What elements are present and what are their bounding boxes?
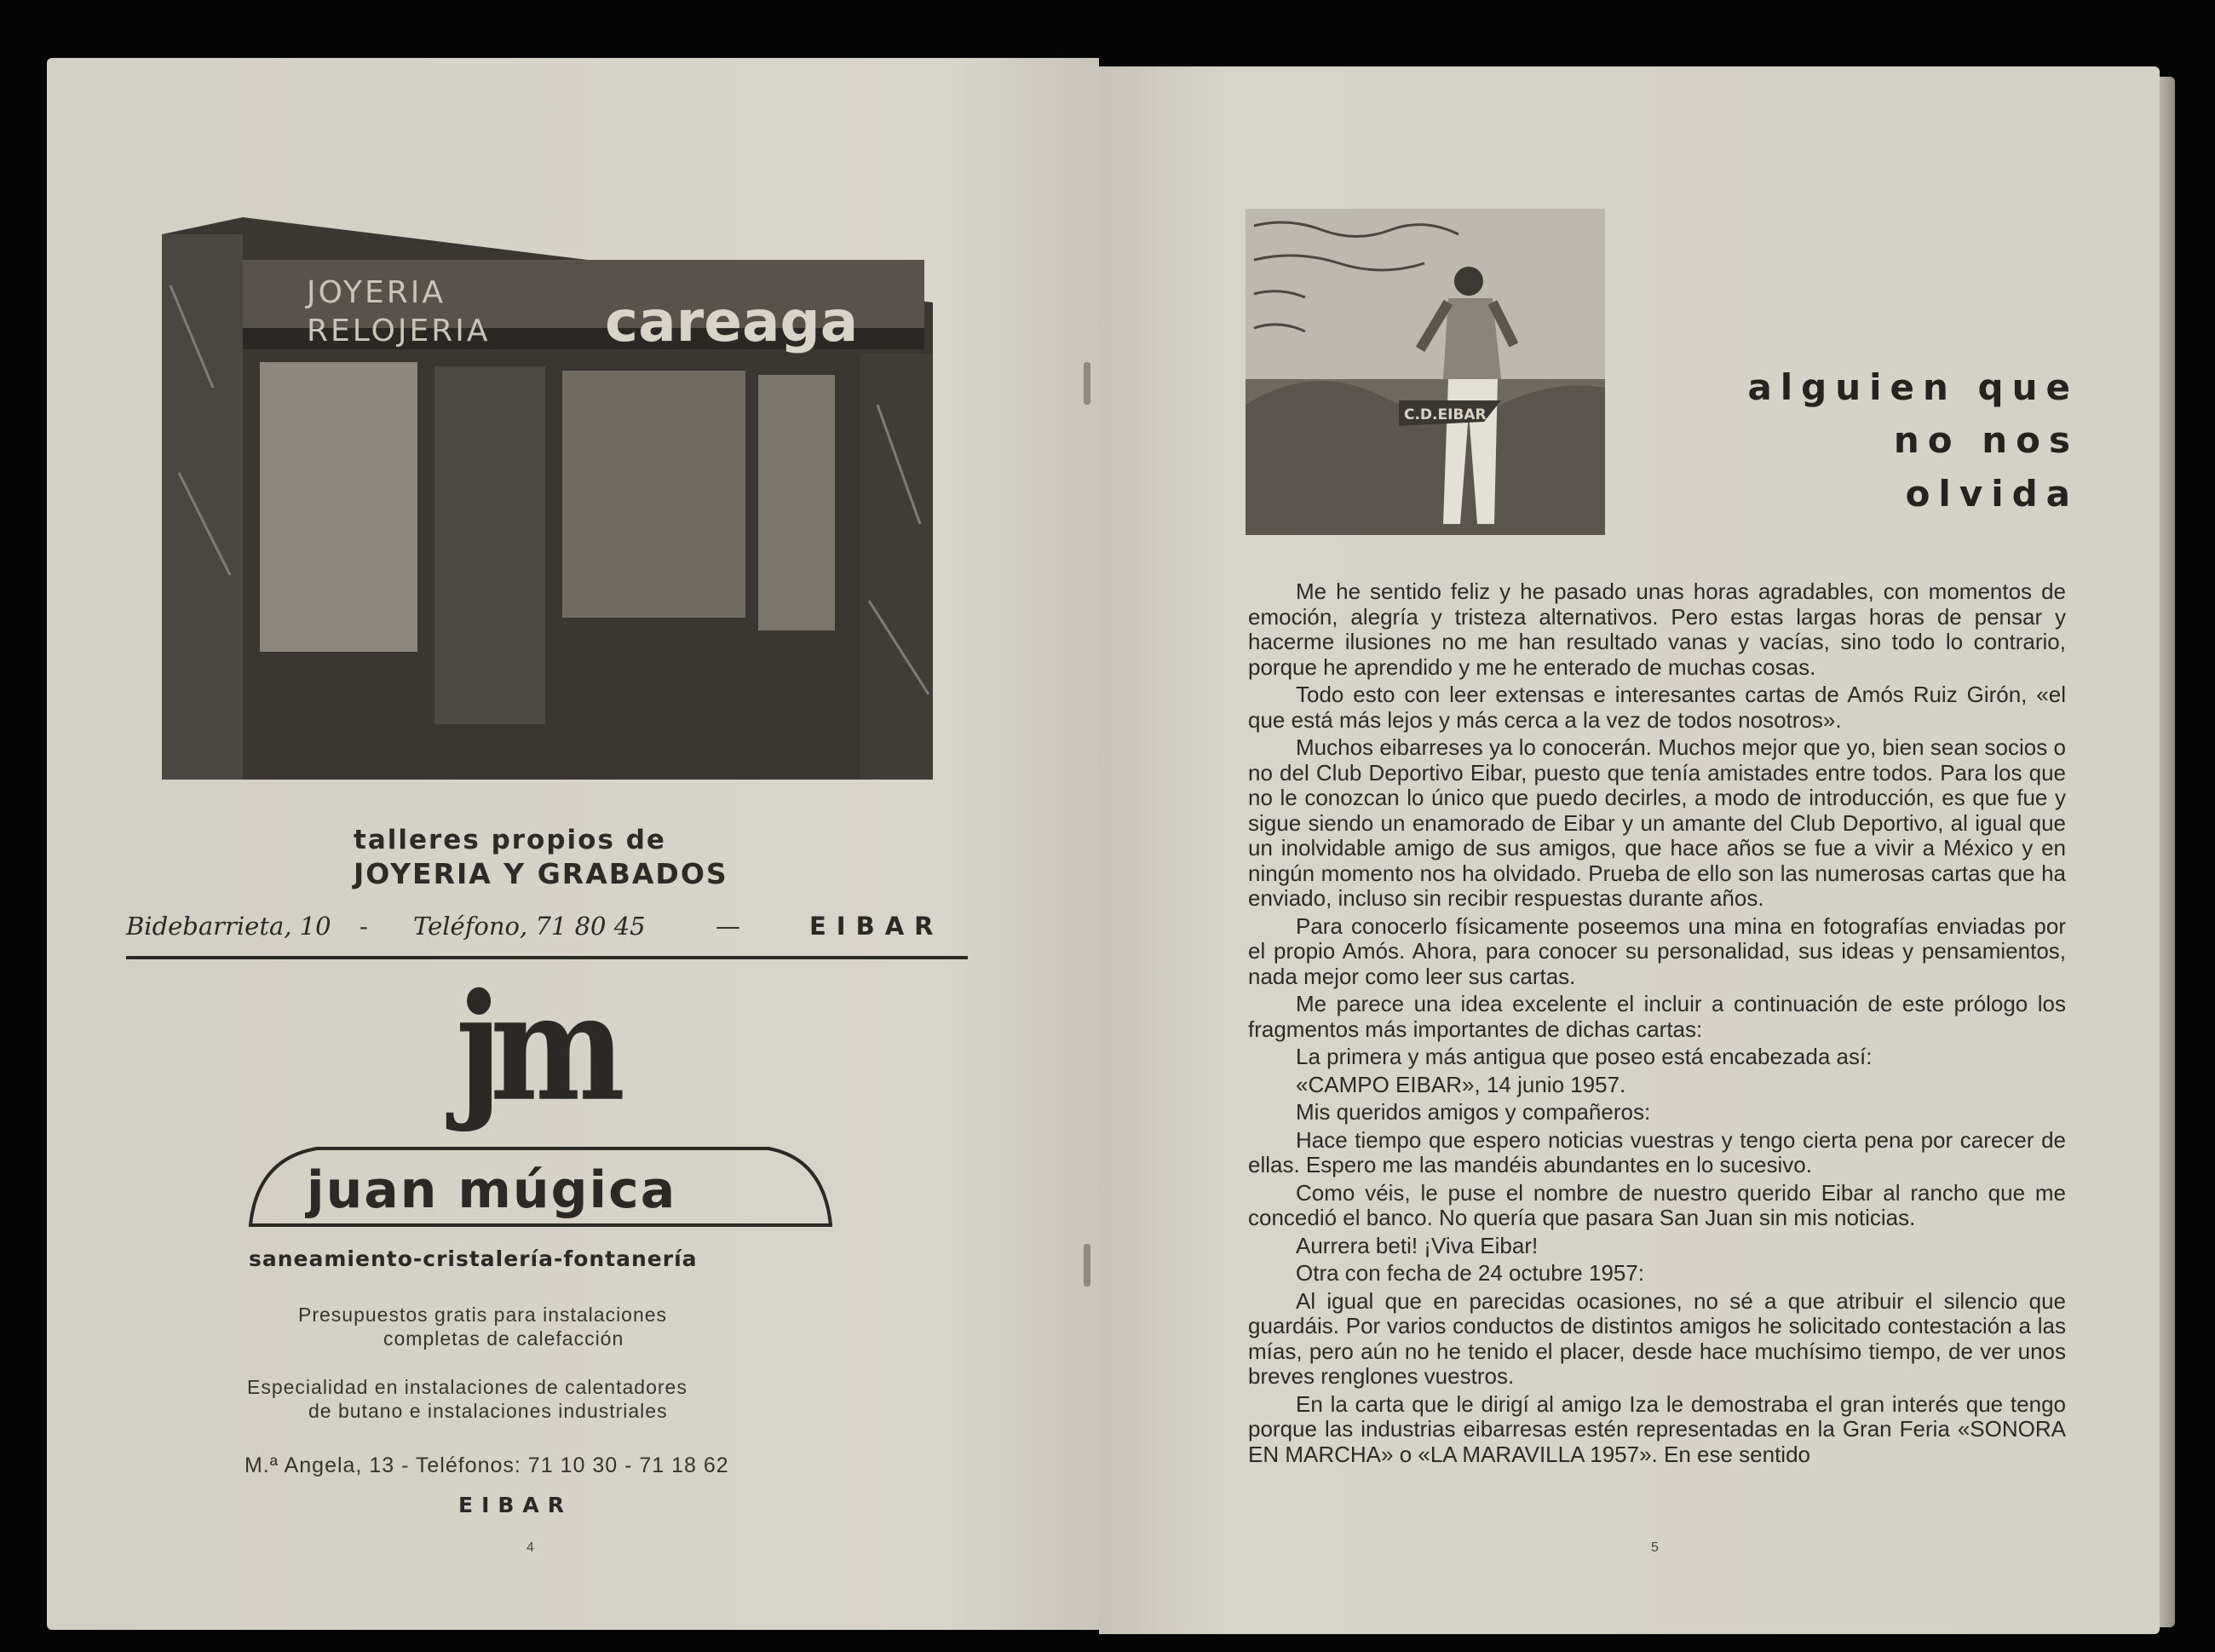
jm-address: M.ª Angela, 13 - Teléfonos: 71 10 30 - 71 18 62 xyxy=(245,1453,729,1477)
pennant-text: C.D.EIBAR xyxy=(1404,406,1487,423)
jm-line3: Especialidad en instalaciones de calentadores xyxy=(247,1376,688,1398)
letter-line: La primera y más antigua que poseo está encabezada así: xyxy=(1296,1044,1873,1069)
paragraph: Hace tiempo que espero noticias vuestras y tengo cierta pena por carecer de ellas. Espero me las mandéis abundantes en lo sucesivo. xyxy=(1248,1126,2066,1177)
careaga-city: EIBAR xyxy=(809,912,944,941)
shop-sign-brand: careaga xyxy=(605,289,859,354)
paragraph: Me parece una idea excelente el incluir a continuación de este prólogo los fragmentos más importantes de dichas cartas: xyxy=(1248,991,2066,1042)
careaga-line1: talleres propios de xyxy=(354,825,666,855)
article-body xyxy=(1248,579,2066,1470)
jm-monogram: jm xyxy=(456,961,613,1135)
article-title-line1: alguien que xyxy=(1747,366,2079,408)
shop-sign-line1: JOYERIA xyxy=(307,275,446,310)
careaga-dash: - xyxy=(360,912,368,941)
staple-bottom xyxy=(1084,1244,1090,1286)
paragraph: Para conocerlo físicamente poseemos una mina en fotografías enviadas por el propio Amós. Ahora, para conocer su personalidad, sus ideas y pensamientos, nada mejor como leer sus cartas. xyxy=(1248,912,2066,989)
jm-line2: completas de calefacción xyxy=(383,1327,624,1350)
careaga-dash2: — xyxy=(716,912,740,941)
careaga-street: Bidebarrieta, 10 xyxy=(126,912,331,941)
careaga-phone: Teléfono, 71 80 45 xyxy=(413,912,646,941)
letter-line: Otra con fecha de 24 octubre 1957: xyxy=(1296,1260,1645,1286)
letter-line: «CAMPO EIBAR», 14 junio 1957. xyxy=(1296,1071,1626,1097)
page-stack-edge xyxy=(2160,77,2175,1627)
player-photo xyxy=(1246,209,1605,535)
paragraph: En la carta que le dirigí al amigo Iza le demostraba el gran interés que tengo porque las industrias eibarresas estén representadas en la Gran Feria «SONORA EN MARCHA» o «LA MARAVILLA 1957». En ese sentido xyxy=(1248,1390,2066,1467)
jm-services: saneamiento-cristalería-fontanería xyxy=(249,1246,698,1271)
paragraph: Muchos eibarreses ya lo conocerán. Muchos mejor que yo, bien sean socios o no del Club Deportivo Eibar, puesto que tenía amistades entre todos. Para los que no le conozcan lo único que puedo decirles, a modo de introducción, es que fue y sigue siendo un enamorado de Eibar y un amante del Club Deportivo, al igual que un inolvidable amigo de sus amigos, que hace años se fue a vivir a México y en ningún momento nos ha olvidado. Prueba de ello son las numerosas cartas que ha enviado, incluso sin recibir respuestas durante años. xyxy=(1248,734,2066,911)
jm-city: EIBAR xyxy=(458,1493,573,1517)
article-title-line2: no nos xyxy=(1893,419,2079,461)
page-number-right: 5 xyxy=(1651,1540,1659,1555)
careaga-line2: JOYERIA Y GRABADOS xyxy=(354,857,728,890)
paragraph: Todo esto con leer extensas e interesantes cartas de Amós Ruiz Girón, «el que está más lejos y más cerca a la vez de todos nosotros». xyxy=(1248,682,2066,733)
jm-line1: Presupuestos gratis para instalaciones xyxy=(298,1304,668,1326)
page-number-left: 4 xyxy=(526,1540,534,1555)
letter-line: Aurrera beti! ¡Viva Eibar! xyxy=(1296,1232,1539,1258)
shop-front-photo xyxy=(162,217,933,780)
jm-name: juan múgica xyxy=(307,1160,677,1220)
staple-top xyxy=(1084,362,1090,405)
paragraph: Me he sentido feliz y he pasado unas horas agradables, con momentos de emoción, alegría y tristeza alternativos. Pero estas largas horas de pensar y hacerme ilusiones no me han resultado vanas y vacías, sino todo lo contrario, porque he aprendido y me he enterado de muchas cosas. xyxy=(1248,578,2066,680)
paragraph: Al igual que en parecidas ocasiones, no sé a que atribuir el silencio que guardáis. Por varios conductos de distintos amigos he solicitado contestación a las mías, pero aún no he tenido el placer, desde hace muchísimo tiempo, de ver unos breves renglones vuestros. xyxy=(1248,1287,2066,1389)
article-title-line3: olvida xyxy=(1905,473,2079,515)
divider-rule xyxy=(126,956,968,959)
jm-line4: de butano e instalaciones industriales xyxy=(308,1400,668,1422)
paragraph: Como véis, le puse el nombre de nuestro querido Eibar al rancho que me concedió el banco. No quería que pasara San Juan sin mis noticias. xyxy=(1248,1179,2066,1230)
letter-line: Mis queridos amigos y compañeros: xyxy=(1296,1099,1651,1125)
shop-sign-line2: RELOJERIA xyxy=(307,314,491,348)
